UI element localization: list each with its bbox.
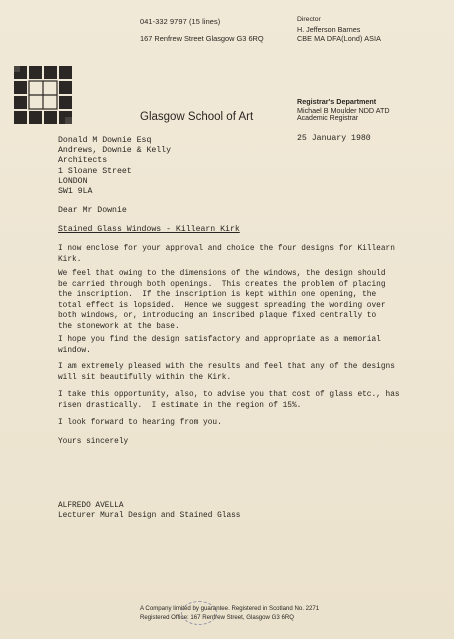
body-paragraph [58,418,423,429]
letter-date: 25 January 1980 [297,134,371,143]
body-line: both windows, or, introducing an inscribed plaque fixed centrally to [58,312,377,321]
recipient-line: Donald M Downie Esq [58,136,152,145]
body-line: the inscription. If the inscription is kept within one opening, the [58,291,377,300]
school-address: 167 Renfrew Street Glasgow G3 6RQ [140,34,264,43]
subject-line: Stained Glass Windows - Killearn Kirk [58,225,240,234]
body-paragraph [58,244,423,265]
closing-line: Yours sincerely [58,438,129,446]
recipient-line: Architects [58,156,108,166]
footer-company-line: A Company limited by guarantee. Registered in Scotland No. 2271 [140,605,320,612]
director-name: H. Jefferson Barnes [297,25,361,34]
director-qualifications: CBE MA DFA(Lond) ASIA [297,34,381,43]
school-name: Glasgow School of Art [140,111,254,123]
recipient-line: Andrews, Downie & Kelly [58,146,172,156]
body-line: the stonework at the base. [58,322,180,331]
closing [58,437,423,448]
body-line: I now enclose for your approval and choice the four designs for Killearn [58,245,395,253]
signatory-name: ALFREDO AVELLA [58,502,124,510]
registrar-role: Academic Registrar [297,115,359,122]
body-line: I take this opportunity, also, to advise you that cost of glass etc., has [58,391,400,399]
signatory-role: Lecturer Mural Design and Stained Glass [58,512,241,520]
recipient-line: SW1 9LA [58,187,93,197]
body-line: window. [58,346,91,355]
body-line: Kirk. [58,255,82,264]
body-line: I am extremely pleased with the results and feel that any of the designs [58,363,395,371]
body-line: will sit beautifully within the Kirk. [58,373,232,382]
phone-number: 041-332 9797 (15 lines) [140,17,221,26]
body-line: risen drastically. I estimate in the region of 15%. [58,401,302,410]
body-line: be carried through both openings. This creates the problem of placing [58,280,386,289]
body-line: I hope you find the design satisfactory and appropriate as a memorial [58,336,381,344]
director-label: Director [297,16,321,23]
body-line: total effect is lopsided. Hence we suggest spreading the wording over [58,301,386,310]
body-line: I look forward to hearing from you. [58,419,222,427]
body-paragraph [58,269,423,333]
footer-office-line: Registered Office: 167 Renfrew Street, Glasgow G3 6RQ [140,614,294,621]
school-logo-icon [14,66,72,124]
recipient-line: 1 Sloane Street [58,166,132,176]
recipient-line: LONDON [58,176,88,186]
registrar-department: Registrar's Department [297,97,377,106]
registrar-name: Michael B Moulder NDD ATD [297,106,390,115]
salutation: Dear Mr Downie [58,206,127,215]
body-line: We feel that owing to the dimensions of the windows, the design should [58,270,386,278]
body-paragraph [58,390,423,411]
body-paragraph [58,362,423,383]
recipient-address [58,136,171,197]
body-paragraph [58,335,423,356]
